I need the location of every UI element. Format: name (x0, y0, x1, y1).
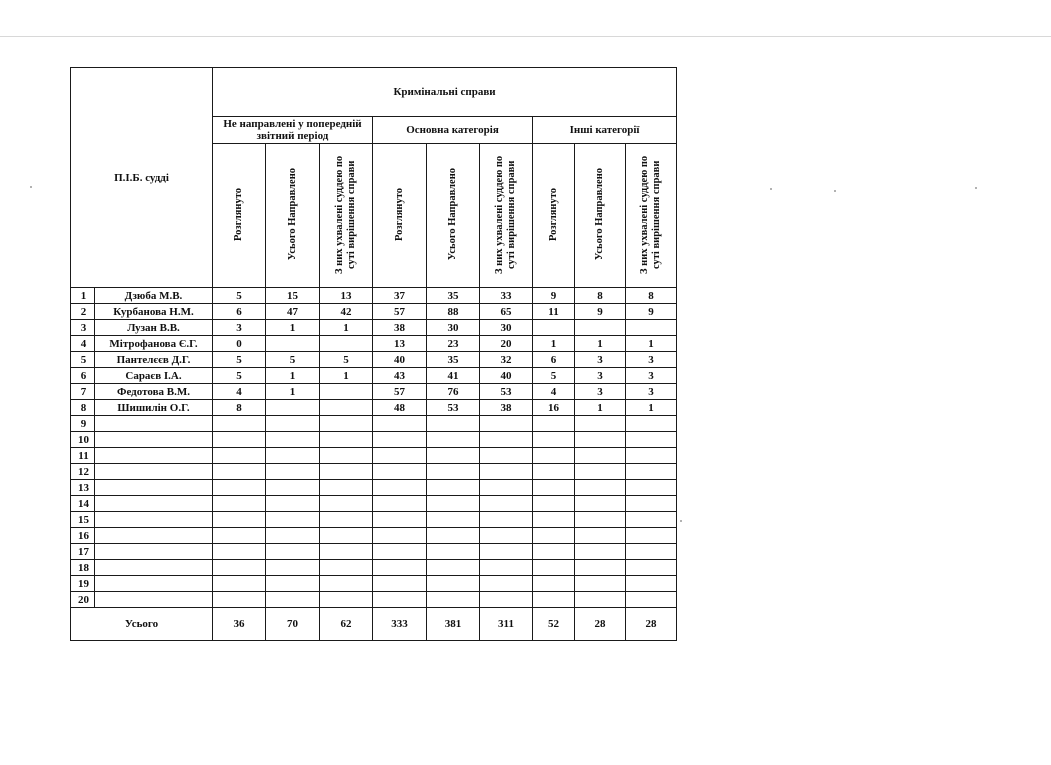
criminal-cases-header: Кримінальні справи (213, 68, 677, 117)
value-cell (480, 416, 533, 432)
value-cell (626, 432, 677, 448)
column-header-label: З них ухвалені суддею по суті вирішення справи (639, 154, 663, 274)
value-cell (320, 512, 373, 528)
value-cell (320, 576, 373, 592)
value-cell (626, 416, 677, 432)
value-cell (266, 448, 320, 464)
value-cell: 3 (626, 352, 677, 368)
column-header (533, 144, 575, 288)
value-cell (575, 464, 626, 480)
value-cell: 3 (575, 352, 626, 368)
table-row (71, 528, 677, 544)
judge-name-header: П.І.Б. судді (71, 68, 213, 288)
value-cell: 16 (533, 400, 575, 416)
column-header-label: Розглянуто (393, 187, 405, 241)
total-value: 52 (533, 608, 575, 641)
value-cell: 3 (575, 384, 626, 400)
row-number: 7 (71, 384, 95, 400)
value-cell: 5 (213, 288, 266, 304)
table-row (71, 432, 677, 448)
value-cell (266, 576, 320, 592)
value-cell: 1 (575, 400, 626, 416)
table-row (71, 464, 677, 480)
value-cell (575, 416, 626, 432)
table-row (71, 576, 677, 592)
value-cell: 48 (373, 400, 427, 416)
value-cell (626, 320, 677, 336)
value-cell (320, 544, 373, 560)
value-cell (427, 544, 480, 560)
column-header (213, 144, 266, 288)
value-cell (533, 512, 575, 528)
value-cell: 8 (626, 288, 677, 304)
value-cell: 1 (320, 368, 373, 384)
value-cell: 3 (575, 368, 626, 384)
value-cell: 35 (427, 288, 480, 304)
value-cell (575, 544, 626, 560)
value-cell (320, 464, 373, 480)
value-cell (626, 448, 677, 464)
judge-name: Лузан В.В. (95, 320, 213, 336)
value-cell (533, 480, 575, 496)
value-cell (320, 528, 373, 544)
value-cell (213, 496, 266, 512)
judge-name (95, 464, 213, 480)
value-cell: 37 (373, 288, 427, 304)
value-cell (575, 432, 626, 448)
table-row (71, 592, 677, 608)
column-header-label: З них ухвалені суддею по суті вирішення справи (334, 154, 357, 274)
column-header-label: Усього Направлено (594, 167, 605, 261)
judge-name: Сараєв І.А. (95, 368, 213, 384)
value-cell (320, 448, 373, 464)
scan-edge-line (0, 36, 1051, 37)
value-cell: 4 (533, 384, 575, 400)
scan-speck (770, 188, 772, 190)
value-cell (373, 432, 427, 448)
judge-name (95, 480, 213, 496)
group-header-previous-period: Не направлені у попередній звітний період (213, 117, 373, 144)
value-cell: 1 (626, 336, 677, 352)
value-cell (213, 416, 266, 432)
judge-name (95, 496, 213, 512)
value-cell (575, 496, 626, 512)
value-cell (213, 576, 266, 592)
value-cell: 30 (427, 320, 480, 336)
value-cell: 9 (575, 304, 626, 320)
row-number: 17 (71, 544, 95, 560)
table-row (71, 384, 677, 400)
value-cell (626, 544, 677, 560)
column-header-label: Усього Направлено (286, 167, 298, 261)
value-cell: 1 (575, 336, 626, 352)
row-number: 1 (71, 288, 95, 304)
value-cell (266, 512, 320, 528)
value-cell: 9 (626, 304, 677, 320)
value-cell (373, 496, 427, 512)
judge-name: Мітрофанова Є.Г. (95, 336, 213, 352)
row-number: 8 (71, 400, 95, 416)
table-row (71, 448, 677, 464)
value-cell: 3 (626, 384, 677, 400)
total-label: Усього (71, 608, 213, 641)
value-cell (213, 448, 266, 464)
value-cell: 13 (373, 336, 427, 352)
value-cell (266, 560, 320, 576)
value-cell: 6 (213, 304, 266, 320)
row-number: 19 (71, 576, 95, 592)
column-header-label: Розглянуто (547, 187, 559, 241)
value-cell (266, 464, 320, 480)
value-cell: 5 (213, 352, 266, 368)
value-cell (427, 512, 480, 528)
column-header-label: Усього Направлено (447, 167, 458, 261)
value-cell (213, 528, 266, 544)
column-header (373, 144, 427, 288)
value-cell: 38 (373, 320, 427, 336)
row-number: 4 (71, 336, 95, 352)
value-cell (213, 432, 266, 448)
judge-name: Пантелєєв Д.Г. (95, 352, 213, 368)
column-header (480, 144, 533, 288)
judge-name (95, 432, 213, 448)
value-cell (266, 336, 320, 352)
value-cell: 40 (480, 368, 533, 384)
row-number: 11 (71, 448, 95, 464)
value-cell: 42 (320, 304, 373, 320)
row-number: 10 (71, 432, 95, 448)
row-number: 14 (71, 496, 95, 512)
value-cell (266, 416, 320, 432)
judge-name (95, 544, 213, 560)
total-value: 36 (213, 608, 266, 641)
value-cell (480, 576, 533, 592)
value-cell: 5 (266, 352, 320, 368)
value-cell (373, 416, 427, 432)
value-cell (427, 528, 480, 544)
value-cell: 5 (320, 352, 373, 368)
total-value: 311 (480, 608, 533, 641)
value-cell (480, 544, 533, 560)
value-cell: 38 (480, 400, 533, 416)
row-number: 2 (71, 304, 95, 320)
value-cell (480, 560, 533, 576)
column-header (266, 144, 320, 288)
value-cell: 43 (373, 368, 427, 384)
value-cell (427, 480, 480, 496)
value-cell (626, 480, 677, 496)
table-row (71, 400, 677, 416)
value-cell (626, 464, 677, 480)
value-cell: 6 (533, 352, 575, 368)
value-cell: 1 (320, 320, 373, 336)
value-cell (533, 576, 575, 592)
value-cell (320, 384, 373, 400)
value-cell: 1 (626, 400, 677, 416)
value-cell (427, 448, 480, 464)
value-cell: 57 (373, 384, 427, 400)
value-cell (320, 416, 373, 432)
value-cell: 13 (320, 288, 373, 304)
column-header (626, 144, 677, 288)
value-cell (266, 496, 320, 512)
table-row (71, 336, 677, 352)
value-cell (266, 480, 320, 496)
value-cell (213, 560, 266, 576)
value-cell (480, 448, 533, 464)
table-row (71, 544, 677, 560)
value-cell: 4 (213, 384, 266, 400)
total-value: 333 (373, 608, 427, 641)
value-cell (480, 464, 533, 480)
value-cell: 32 (480, 352, 533, 368)
value-cell (373, 592, 427, 608)
value-cell: 20 (480, 336, 533, 352)
column-header (320, 144, 373, 288)
value-cell (626, 528, 677, 544)
value-cell (626, 592, 677, 608)
value-cell (213, 592, 266, 608)
row-number: 3 (71, 320, 95, 336)
column-header-label: Розглянуто (233, 187, 244, 241)
judge-name (95, 448, 213, 464)
value-cell (626, 496, 677, 512)
row-number: 20 (71, 592, 95, 608)
value-cell: 8 (575, 288, 626, 304)
value-cell (480, 432, 533, 448)
value-cell: 1 (533, 336, 575, 352)
value-cell (533, 416, 575, 432)
row-number: 5 (71, 352, 95, 368)
value-cell (533, 544, 575, 560)
value-cell (533, 496, 575, 512)
value-cell (533, 320, 575, 336)
value-cell (320, 592, 373, 608)
group-header-main-category: Основна категорія (373, 117, 533, 144)
value-cell (575, 480, 626, 496)
group-header-other-categories: Інші категорії (533, 117, 677, 144)
value-cell (373, 512, 427, 528)
total-value: 70 (266, 608, 320, 641)
value-cell (480, 480, 533, 496)
value-cell: 65 (480, 304, 533, 320)
value-cell (626, 512, 677, 528)
total-value: 381 (427, 608, 480, 641)
value-cell (575, 560, 626, 576)
value-cell: 5 (533, 368, 575, 384)
judge-name: Курбанова Н.М. (95, 304, 213, 320)
value-cell (320, 400, 373, 416)
value-cell: 1 (266, 384, 320, 400)
column-header (427, 144, 480, 288)
value-cell (320, 480, 373, 496)
value-cell (427, 496, 480, 512)
value-cell (213, 464, 266, 480)
table-row (71, 496, 677, 512)
judge-name (95, 528, 213, 544)
value-cell (266, 592, 320, 608)
row-number: 9 (71, 416, 95, 432)
judge-name (95, 560, 213, 576)
value-cell (575, 448, 626, 464)
value-cell (373, 448, 427, 464)
value-cell: 5 (213, 368, 266, 384)
value-cell (626, 560, 677, 576)
value-cell (480, 592, 533, 608)
value-cell (373, 480, 427, 496)
value-cell (266, 544, 320, 560)
value-cell: 57 (373, 304, 427, 320)
value-cell (266, 400, 320, 416)
row-number: 12 (71, 464, 95, 480)
total-row (71, 608, 677, 641)
table-row (71, 288, 677, 304)
value-cell (533, 592, 575, 608)
value-cell: 23 (427, 336, 480, 352)
value-cell (320, 560, 373, 576)
judge-name: Федотова В.М. (95, 384, 213, 400)
scan-speck (834, 190, 836, 192)
table-row (71, 480, 677, 496)
judge-name: Дзюба М.В. (95, 288, 213, 304)
value-cell (373, 464, 427, 480)
value-cell (427, 576, 480, 592)
row-number: 18 (71, 560, 95, 576)
value-cell (427, 560, 480, 576)
table-row (71, 368, 677, 384)
row-number: 6 (71, 368, 95, 384)
table-row (71, 320, 677, 336)
judge-name (95, 416, 213, 432)
value-cell: 35 (427, 352, 480, 368)
row-number: 13 (71, 480, 95, 496)
value-cell (533, 464, 575, 480)
value-cell (266, 432, 320, 448)
value-cell: 3 (626, 368, 677, 384)
value-cell (533, 432, 575, 448)
value-cell (533, 560, 575, 576)
column-header-label: З них ухвалені суддею по суті вирішення справи (494, 154, 517, 274)
value-cell (480, 496, 533, 512)
value-cell: 33 (480, 288, 533, 304)
table-row (71, 560, 677, 576)
table-row (71, 512, 677, 528)
value-cell (480, 512, 533, 528)
value-cell: 76 (427, 384, 480, 400)
value-cell (213, 480, 266, 496)
value-cell (266, 528, 320, 544)
value-cell: 40 (373, 352, 427, 368)
value-cell: 15 (266, 288, 320, 304)
value-cell (575, 576, 626, 592)
total-value: 28 (626, 608, 677, 641)
scan-speck (975, 187, 977, 189)
value-cell (427, 592, 480, 608)
value-cell: 3 (213, 320, 266, 336)
value-cell (575, 320, 626, 336)
value-cell: 53 (480, 384, 533, 400)
value-cell (320, 336, 373, 352)
value-cell (575, 592, 626, 608)
value-cell: 47 (266, 304, 320, 320)
value-cell: 53 (427, 400, 480, 416)
value-cell (575, 512, 626, 528)
value-cell: 0 (213, 336, 266, 352)
value-cell (427, 416, 480, 432)
value-cell: 88 (427, 304, 480, 320)
value-cell: 1 (266, 368, 320, 384)
judge-name (95, 512, 213, 528)
scan-speck (30, 186, 32, 188)
row-number: 16 (71, 528, 95, 544)
column-header (575, 144, 626, 288)
table-row (71, 304, 677, 320)
value-cell (626, 576, 677, 592)
value-cell (427, 464, 480, 480)
value-cell: 1 (266, 320, 320, 336)
value-cell: 9 (533, 288, 575, 304)
judge-name (95, 576, 213, 592)
value-cell (373, 544, 427, 560)
judge-name: Шишилін О.Г. (95, 400, 213, 416)
value-cell (533, 528, 575, 544)
value-cell (373, 560, 427, 576)
value-cell: 8 (213, 400, 266, 416)
value-cell (373, 528, 427, 544)
scan-speck (680, 520, 682, 522)
criminal-cases-table (70, 67, 677, 641)
value-cell (320, 432, 373, 448)
value-cell (427, 432, 480, 448)
row-number: 15 (71, 512, 95, 528)
total-value: 28 (575, 608, 626, 641)
total-value: 62 (320, 608, 373, 641)
value-cell: 41 (427, 368, 480, 384)
table-row (71, 352, 677, 368)
value-cell (320, 496, 373, 512)
value-cell (213, 544, 266, 560)
value-cell (373, 576, 427, 592)
judge-name (95, 592, 213, 608)
value-cell (480, 528, 533, 544)
value-cell (575, 528, 626, 544)
value-cell: 11 (533, 304, 575, 320)
value-cell (213, 512, 266, 528)
table-row (71, 416, 677, 432)
value-cell: 30 (480, 320, 533, 336)
value-cell (533, 448, 575, 464)
